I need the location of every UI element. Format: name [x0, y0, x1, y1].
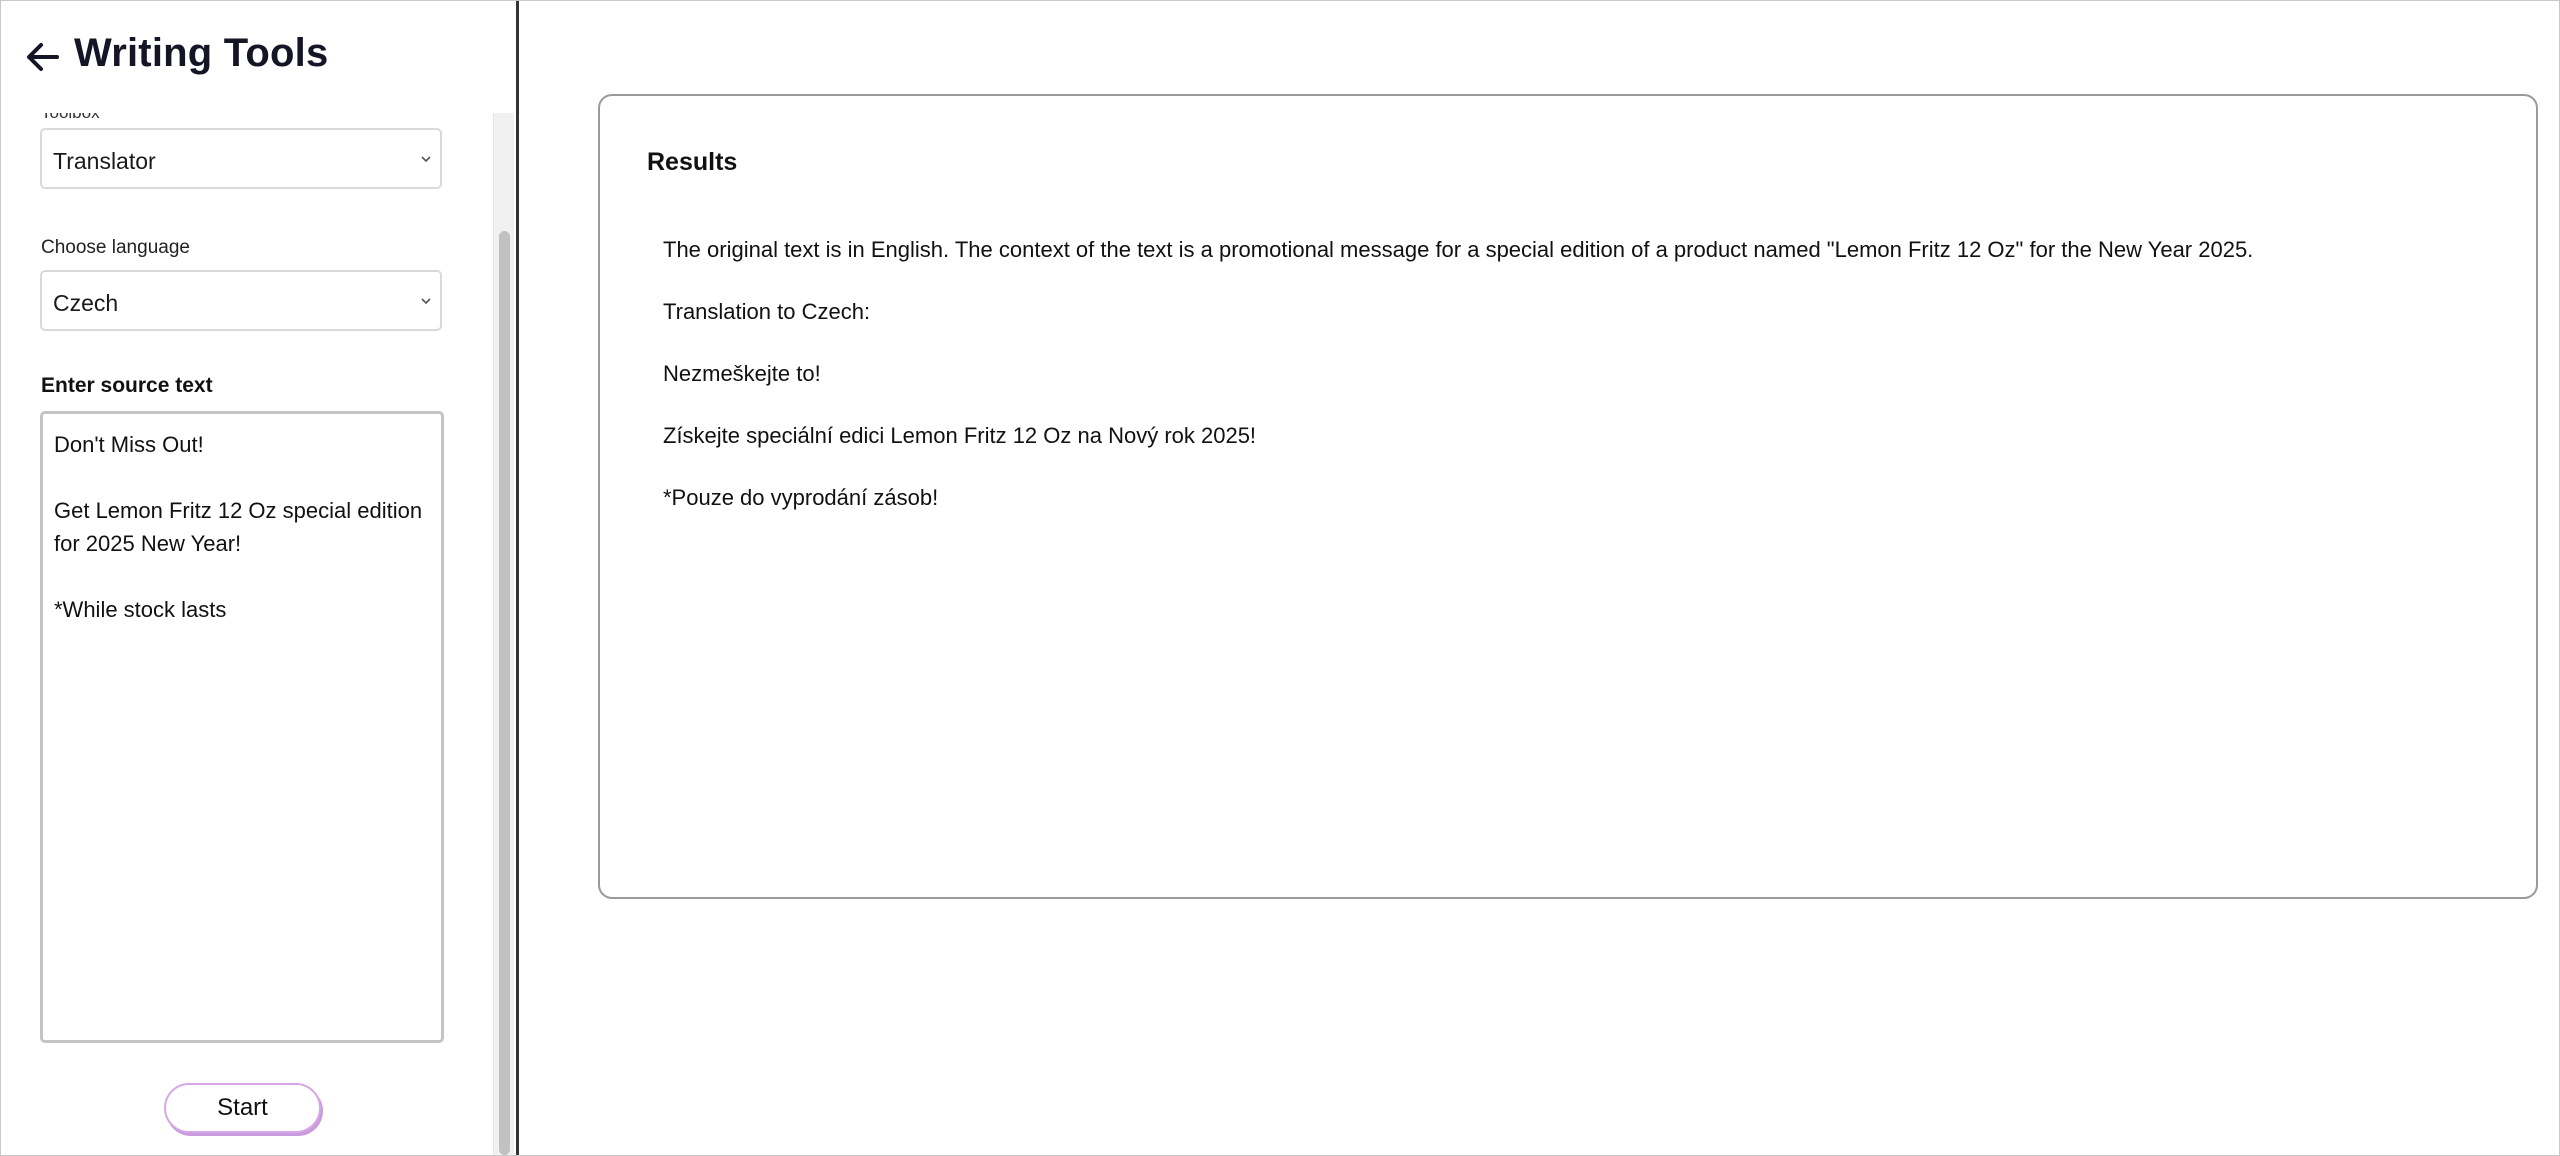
result-line-3: *Pouze do vyprodání zásob! — [663, 485, 939, 510]
results-title: Results — [647, 148, 738, 176]
chevron-down-icon — [420, 296, 432, 306]
chevron-down-icon — [420, 154, 432, 164]
sidebar-scrollbar-thumb[interactable] — [499, 231, 510, 1155]
language-select-value: Czech — [53, 290, 119, 316]
source-text-label: Enter source text — [41, 374, 213, 397]
source-text-input[interactable] — [40, 411, 444, 1043]
language-label: Choose language — [41, 237, 190, 258]
language-select[interactable] — [40, 270, 442, 331]
sidebar — [1, 1, 519, 1155]
sidebar-scrollbar[interactable] — [493, 113, 514, 1155]
arrow-left-icon[interactable] — [23, 37, 63, 77]
tool-select[interactable] — [40, 128, 442, 189]
tool-select-value: Translator — [53, 148, 156, 174]
result-line-1: Nezmeškejte to! — [663, 361, 821, 386]
result-line-heading: Translation to Czech: — [663, 299, 871, 324]
sidebar-header — [1, 1, 516, 113]
start-button[interactable]: Start — [164, 1083, 321, 1133]
page-title: Writing Tools — [74, 31, 329, 75]
result-line-context: The original text is in English. The context of the text is a promotional message for a special edition of a product named "Lemon Fritz 12 Oz" for the New Year 2025. — [663, 237, 2254, 262]
result-line-2: Získejte speciální edici Lemon Fritz 12 Oz na Nový rok 2025! — [663, 423, 1257, 448]
results-panel — [598, 94, 2538, 899]
sidebar-scroll-area — [1, 113, 493, 1155]
